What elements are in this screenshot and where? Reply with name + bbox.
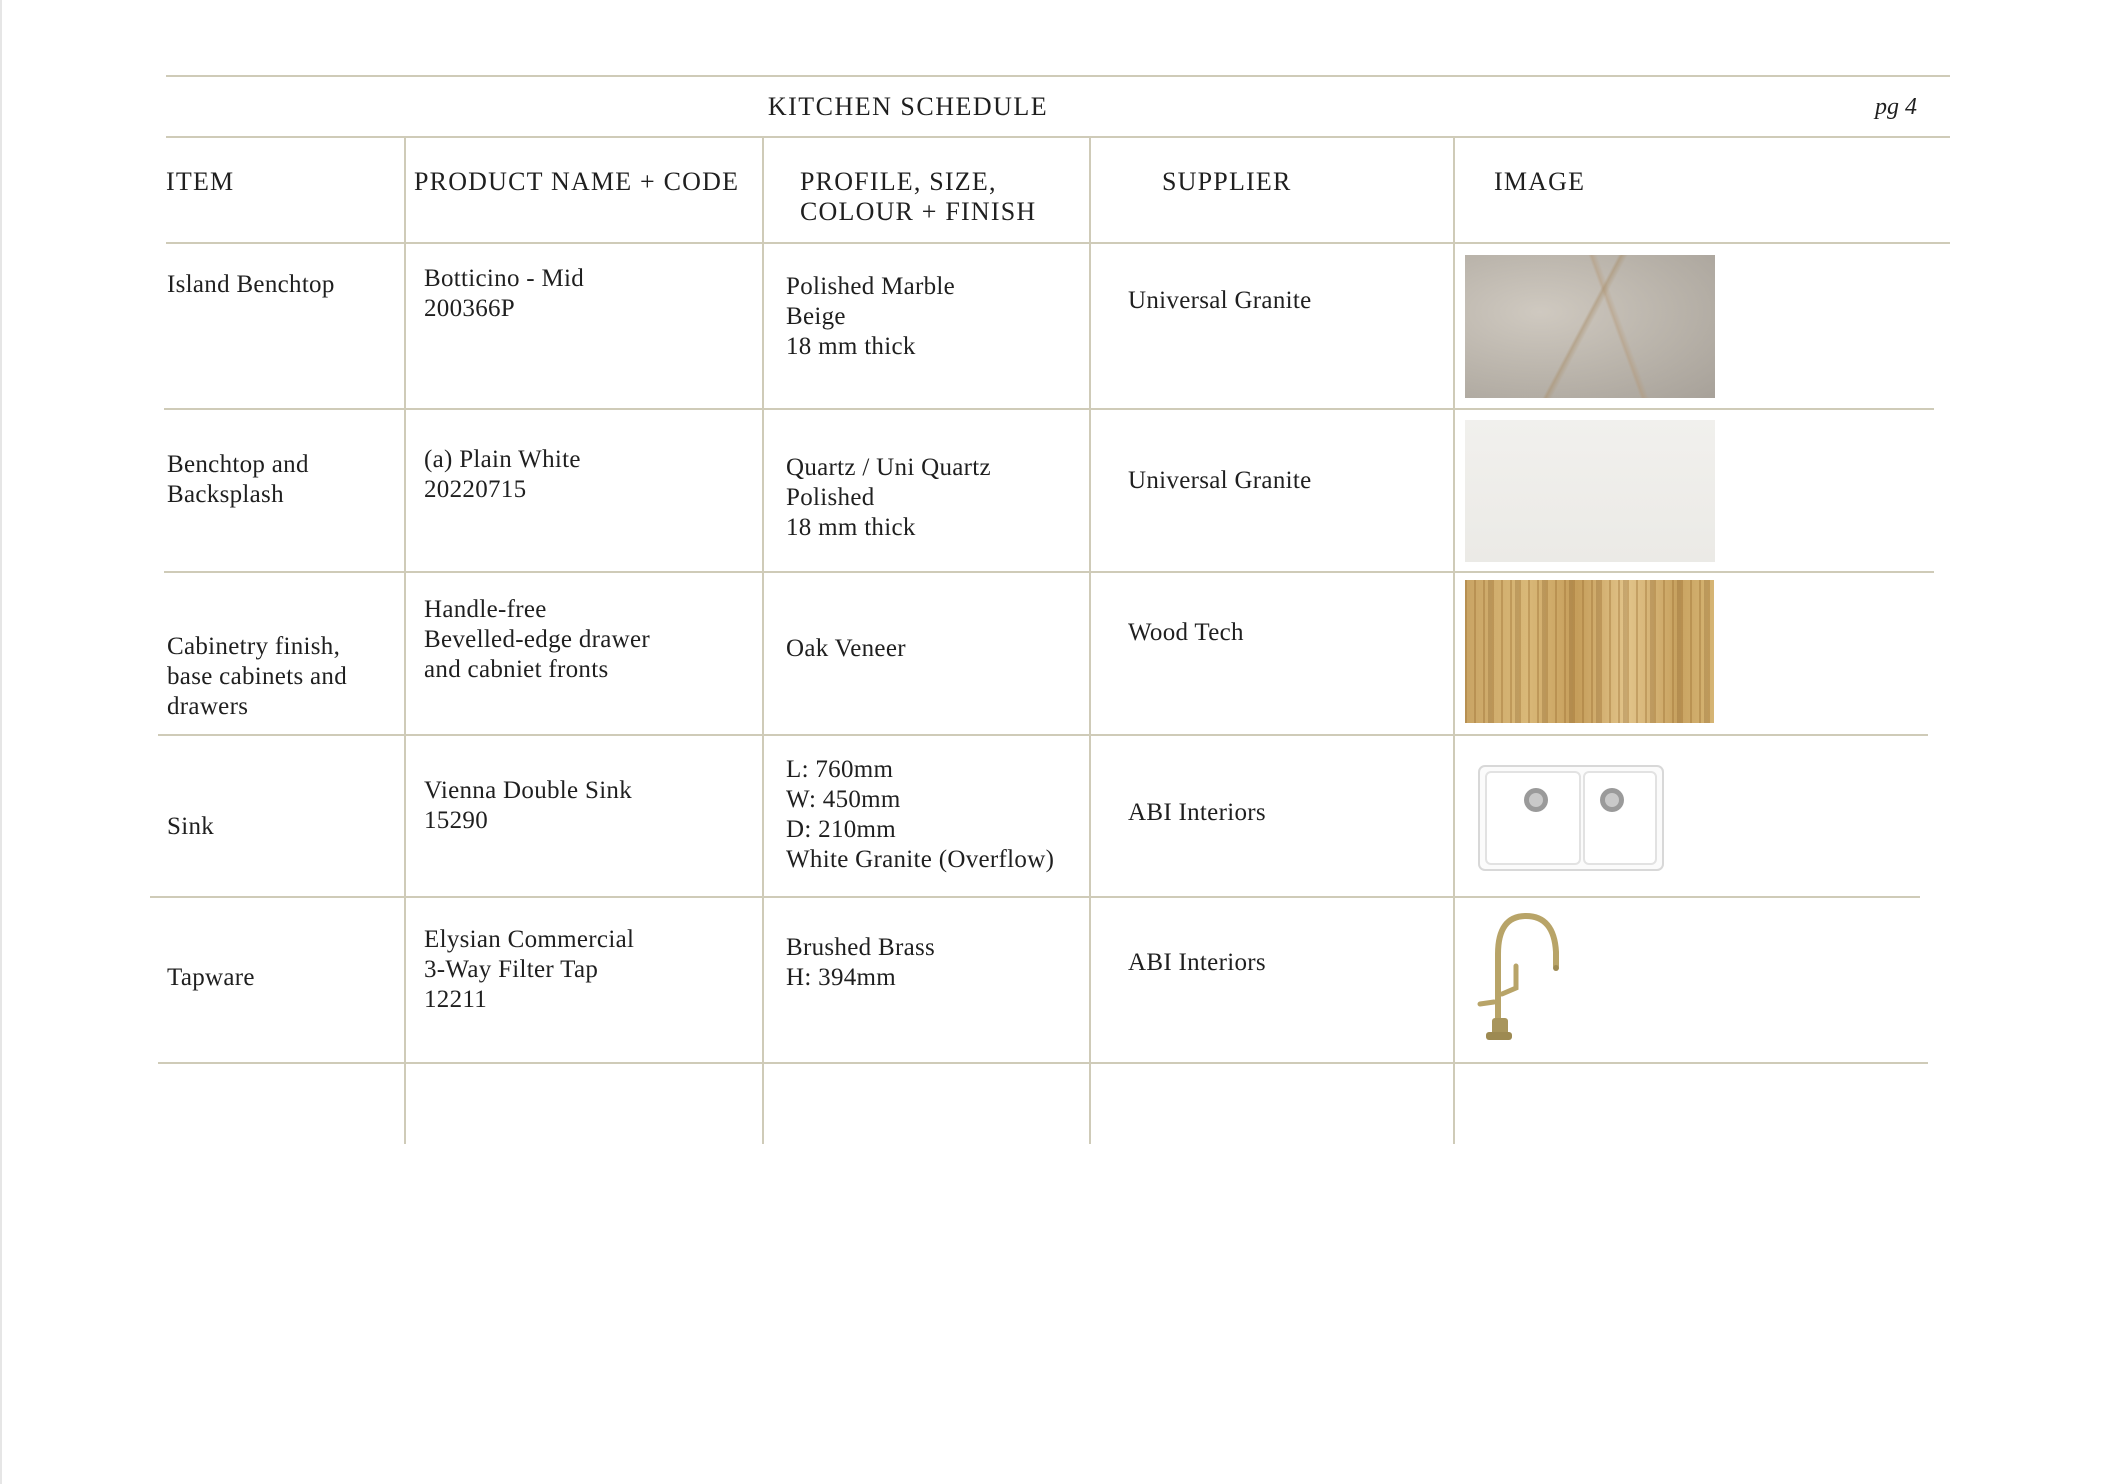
row-separator [166,242,1950,244]
column-header-item: ITEM [166,167,235,196]
row-1-product: Botticino - Mid 200366P [424,265,585,322]
row-3-supplier: Wood Tech [1128,619,1244,646]
header-rule [166,136,1950,138]
row-3-item: Cabinetry finish, base cabinets and drawers [167,633,348,720]
row-3-product: Handle-free Bevelled-edge drawer and cabniet fronts [424,596,651,683]
row-2-supplier: Universal Granite [1128,467,1312,494]
column-separator [762,136,764,1144]
row-5-supplier: ABI Interiors [1128,949,1266,976]
column-header-supplier: SUPPLIER [1162,167,1292,196]
row-separator [164,408,1934,410]
row-separator [158,1062,1928,1064]
row-2-profile: Quartz / Uni Quartz Polished 18 mm thick [786,454,991,541]
row-2-product: (a) Plain White 20220715 [424,446,581,503]
column-header-image: IMAGE [1494,167,1586,196]
row-4-supplier: ABI Interiors [1128,799,1266,826]
top-rule [166,75,1950,77]
row-1-profile: Polished Marble Beige 18 mm thick [786,273,956,360]
row-separator [164,571,1934,573]
row-4-profile: L: 760mm W: 450mm D: 210mm White Granite (Overflow) [786,756,1055,873]
row-4-item: Sink [167,813,215,840]
row-separator [158,734,1928,736]
column-header-product: PRODUCT NAME + CODE [414,167,740,196]
page-number: pg 4 [1875,94,1917,120]
marble-swatch-image [1465,255,1715,398]
page-edge [0,0,2,1484]
row-2-item: Benchtop and Backsplash [167,451,309,508]
double-sink-icon [1478,762,1664,874]
row-1-item: Island Benchtop [167,271,335,298]
row-5-profile: Brushed Brass H: 394mm [786,934,936,991]
column-header-profile: PROFILE, SIZE, COLOUR + FINISH [800,167,1037,226]
column-separator [404,136,406,1144]
row-separator [150,896,1920,898]
column-separator [1453,136,1455,1144]
row-5-item: Tapware [167,964,255,991]
page-title: KITCHEN SCHEDULE [767,92,1049,121]
column-separator [1089,136,1091,1144]
oak-veneer-swatch-image [1465,580,1714,723]
row-3-profile: Oak Veneer [786,635,906,662]
row-1-supplier: Universal Granite [1128,287,1312,314]
row-4-product: Vienna Double Sink 15290 [424,777,633,834]
quartz-swatch-image [1465,420,1715,562]
tap-icon [1470,906,1570,1046]
row-5-product: Elysian Commercial 3-Way Filter Tap 12211 [424,926,635,1013]
